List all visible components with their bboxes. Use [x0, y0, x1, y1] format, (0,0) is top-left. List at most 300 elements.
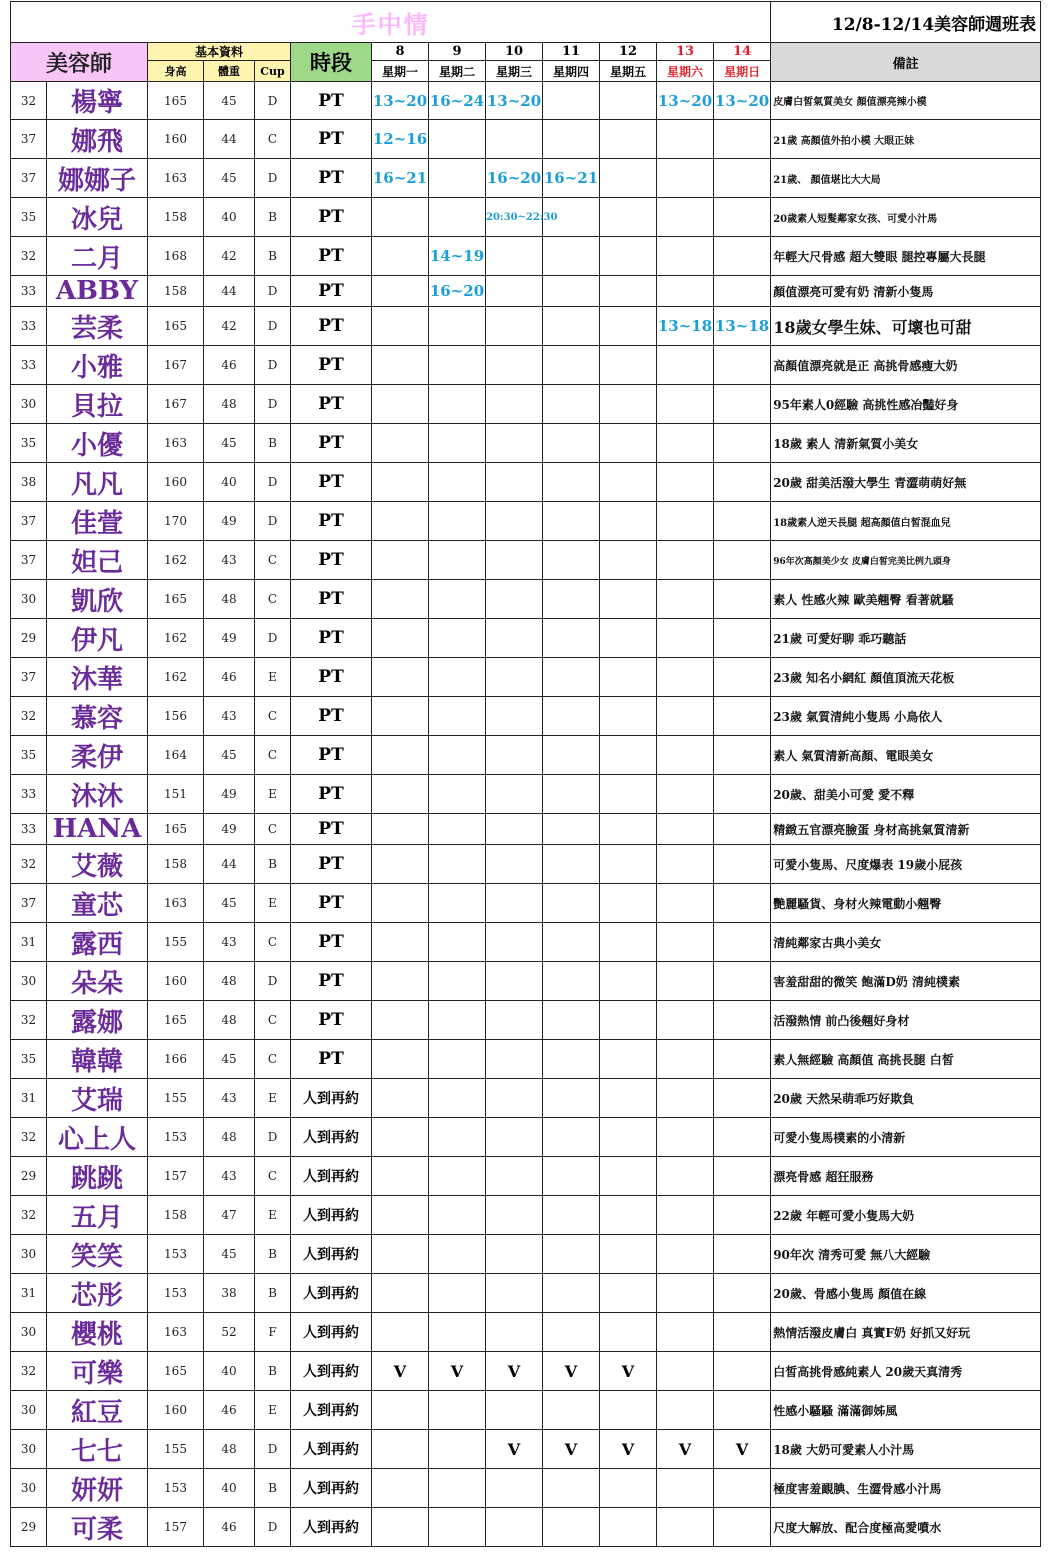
height-cell: 162	[148, 658, 204, 697]
day-cell	[600, 1313, 657, 1352]
day-cell	[543, 1235, 600, 1274]
day-cell	[372, 276, 429, 307]
day-cell	[600, 580, 657, 619]
cup-cell: D	[255, 619, 291, 658]
cup-cell: E	[255, 1391, 291, 1430]
day-cell	[486, 1508, 543, 1547]
header-cup: Cup	[255, 61, 291, 82]
day-cell	[486, 697, 543, 736]
name-cell: 楊寧	[47, 82, 148, 120]
day-cell	[486, 580, 543, 619]
day-cell	[429, 1274, 486, 1313]
height-cell: 163	[148, 159, 204, 198]
day-cell	[429, 884, 486, 923]
weight-cell: 46	[204, 658, 255, 697]
note-cell: 可愛小隻馬、尺度爆表 19歲小屁孩	[771, 845, 1041, 884]
header-date: 9	[429, 43, 486, 61]
day-cell	[714, 1352, 771, 1391]
day-cell	[372, 814, 429, 845]
table-row	[11, 697, 1041, 736]
table-row	[11, 541, 1041, 580]
cup-cell: C	[255, 580, 291, 619]
header-weekday: 星期六	[657, 61, 714, 82]
slot-cell: PT	[291, 385, 372, 424]
header-basic: 基本資料	[148, 43, 291, 61]
day-cell	[543, 1508, 600, 1547]
table-row	[11, 1352, 1041, 1391]
age-cell: 32	[11, 697, 47, 736]
note-cell: 23歲 氣質清純小隻馬 小鳥依人	[771, 697, 1041, 736]
weight-cell: 49	[204, 619, 255, 658]
name-cell: HANA	[47, 814, 148, 845]
day-cell	[486, 1235, 543, 1274]
weight-cell: 43	[204, 923, 255, 962]
cup-cell: B	[255, 1352, 291, 1391]
age-cell: 30	[11, 580, 47, 619]
slot-cell: 人到再約	[291, 1118, 372, 1157]
day-cell	[600, 1235, 657, 1274]
day-cell	[429, 697, 486, 736]
day-cell	[429, 1196, 486, 1235]
day-cell	[429, 814, 486, 845]
note-cell: 95年素人0經驗 高挑性感冶豔好身	[771, 385, 1041, 424]
note-cell: 精緻五官漂亮臉蛋 身材高挑氣質清新	[771, 814, 1041, 845]
day-cell	[372, 385, 429, 424]
day-cell	[486, 1157, 543, 1196]
age-cell: 32	[11, 1352, 47, 1391]
name-cell: 露娜	[47, 1001, 148, 1040]
name-cell: 艾薇	[47, 845, 148, 884]
name-cell: 娜飛	[47, 120, 148, 159]
note-cell: 清純鄰家古典小美女	[771, 923, 1041, 962]
day-cell	[372, 658, 429, 697]
day-cell	[600, 814, 657, 845]
weight-cell: 43	[204, 1157, 255, 1196]
slot-cell: 人到再約	[291, 1196, 372, 1235]
day-cell	[714, 845, 771, 884]
name-cell: 紅豆	[47, 1391, 148, 1430]
slot-cell: 人到再約	[291, 1235, 372, 1274]
height-cell: 155	[148, 923, 204, 962]
day-cell	[657, 463, 714, 502]
day-cell	[486, 424, 543, 463]
page-title: 手中情	[11, 2, 771, 43]
age-cell: 32	[11, 82, 47, 120]
slot-cell: 人到再約	[291, 1313, 372, 1352]
cup-cell: D	[255, 385, 291, 424]
day-cell	[657, 1508, 714, 1547]
day-cell	[714, 1118, 771, 1157]
day-cell	[657, 159, 714, 198]
weight-cell: 45	[204, 159, 255, 198]
note-cell: 22歲 年輕可愛小隻馬大奶	[771, 1196, 1041, 1235]
day-cell	[486, 1079, 543, 1118]
height-cell: 165	[148, 580, 204, 619]
day-cell	[600, 463, 657, 502]
weight-cell: 43	[204, 697, 255, 736]
cup-cell: D	[255, 1118, 291, 1157]
day-cell	[600, 845, 657, 884]
weight-cell: 40	[204, 198, 255, 237]
slot-cell: PT	[291, 120, 372, 159]
day-cell	[429, 307, 486, 346]
day-cell	[429, 541, 486, 580]
day-cell	[600, 541, 657, 580]
day-cell	[543, 923, 600, 962]
table-row	[11, 307, 1041, 346]
day-cell	[543, 424, 600, 463]
day-cell	[657, 1469, 714, 1508]
table-row	[11, 1040, 1041, 1079]
note-cell: 白皙高挑骨感純素人 20歲天真清秀	[771, 1352, 1041, 1391]
day-cell	[543, 736, 600, 775]
day-cell	[486, 1469, 543, 1508]
day-cell	[372, 1118, 429, 1157]
age-cell: 32	[11, 237, 47, 276]
day-cell	[486, 1001, 543, 1040]
slot-cell: 人到再約	[291, 1274, 372, 1313]
weight-cell: 43	[204, 1079, 255, 1118]
name-cell: 可柔	[47, 1508, 148, 1547]
weight-cell: 44	[204, 120, 255, 159]
day-cell	[372, 962, 429, 1001]
cup-cell: D	[255, 962, 291, 1001]
day-cell	[372, 923, 429, 962]
day-cell	[714, 1001, 771, 1040]
day-cell	[486, 463, 543, 502]
name-cell: 心上人	[47, 1118, 148, 1157]
day-cell	[543, 619, 600, 658]
slot-cell: PT	[291, 1040, 372, 1079]
note-cell: 活潑熱情 前凸後翹好身材	[771, 1001, 1041, 1040]
age-cell: 30	[11, 1469, 47, 1508]
age-cell: 37	[11, 541, 47, 580]
day-cell	[657, 237, 714, 276]
day-cell	[657, 697, 714, 736]
slot-cell: PT	[291, 463, 372, 502]
cup-cell: E	[255, 775, 291, 814]
day-cell	[600, 1508, 657, 1547]
height-cell: 162	[148, 541, 204, 580]
slot-cell: 人到再約	[291, 1157, 372, 1196]
day-cell	[486, 120, 543, 159]
day-cell	[657, 962, 714, 1001]
day-cell	[657, 1196, 714, 1235]
day-cell	[429, 424, 486, 463]
name-cell: 柔伊	[47, 736, 148, 775]
day-cell	[486, 736, 543, 775]
day-cell	[486, 814, 543, 845]
day-cell	[600, 1001, 657, 1040]
day-cell	[543, 346, 600, 385]
header-weight: 體重	[204, 61, 255, 82]
note-cell: 18歲素人逆天長腿 超高顏值白皙混血兒	[771, 502, 1041, 541]
cup-cell: C	[255, 120, 291, 159]
day-cell	[714, 1313, 771, 1352]
day-cell	[429, 1391, 486, 1430]
age-cell: 37	[11, 884, 47, 923]
day-cell	[543, 775, 600, 814]
note-cell: 18歲 大奶可愛素人小汁馬	[771, 1430, 1041, 1469]
day-cell	[429, 1001, 486, 1040]
day-cell	[657, 198, 714, 237]
weight-cell: 40	[204, 463, 255, 502]
cup-cell: C	[255, 923, 291, 962]
day-cell: 16~20	[486, 159, 543, 198]
name-cell: 可樂	[47, 1352, 148, 1391]
cup-cell: B	[255, 1235, 291, 1274]
day-cell	[600, 1079, 657, 1118]
day-cell	[429, 385, 486, 424]
day-cell	[543, 541, 600, 580]
height-cell: 160	[148, 962, 204, 1001]
day-cell	[600, 1469, 657, 1508]
name-cell: 冰兒	[47, 198, 148, 237]
name-cell: 小優	[47, 424, 148, 463]
age-cell: 33	[11, 307, 47, 346]
day-cell	[543, 1313, 600, 1352]
day-cell	[429, 775, 486, 814]
slot-cell: PT	[291, 775, 372, 814]
day-cell: 13~18	[714, 307, 771, 346]
weight-cell: 45	[204, 884, 255, 923]
day-cell	[600, 120, 657, 159]
note-cell: 尺度大解放、配合度極高愛噴水	[771, 1508, 1041, 1547]
name-cell: 櫻桃	[47, 1313, 148, 1352]
age-cell: 37	[11, 120, 47, 159]
note-cell: 18歲女學生妹、可壞也可甜	[771, 307, 1041, 346]
day-cell	[600, 884, 657, 923]
weight-cell: 48	[204, 962, 255, 1001]
table-row	[11, 1157, 1041, 1196]
age-cell: 37	[11, 658, 47, 697]
day-cell	[486, 884, 543, 923]
table-row	[11, 159, 1041, 198]
table-row	[11, 1508, 1041, 1547]
day-cell	[486, 923, 543, 962]
day-cell	[372, 1508, 429, 1547]
note-cell: 20歲、骨感小隻馬 顏值在線	[771, 1274, 1041, 1313]
height-cell: 165	[148, 82, 204, 120]
day-cell: V	[600, 1352, 657, 1391]
day-cell	[657, 736, 714, 775]
cup-cell: D	[255, 463, 291, 502]
table-row	[11, 385, 1041, 424]
slot-cell: 人到再約	[291, 1391, 372, 1430]
day-cell	[543, 580, 600, 619]
day-cell	[714, 385, 771, 424]
day-cell	[429, 1040, 486, 1079]
day-cell	[372, 1391, 429, 1430]
note-cell: 21歲 可愛好聊 乖巧聽話	[771, 619, 1041, 658]
table-row	[11, 463, 1041, 502]
day-cell	[429, 619, 486, 658]
name-cell: 慕容	[47, 697, 148, 736]
weight-cell: 47	[204, 1196, 255, 1235]
cup-cell: E	[255, 1196, 291, 1235]
slot-cell: PT	[291, 697, 372, 736]
day-cell	[657, 1235, 714, 1274]
weight-cell: 46	[204, 1508, 255, 1547]
day-cell: V	[600, 1430, 657, 1469]
day-cell: V	[543, 1352, 600, 1391]
day-cell	[714, 541, 771, 580]
age-cell: 29	[11, 1157, 47, 1196]
day-cell	[600, 1157, 657, 1196]
day-cell	[600, 923, 657, 962]
table-row	[11, 346, 1041, 385]
day-cell	[486, 962, 543, 1001]
day-cell	[714, 237, 771, 276]
height-cell: 163	[148, 424, 204, 463]
header-name: 美容師	[11, 43, 148, 82]
day-cell: V	[657, 1430, 714, 1469]
note-cell: 18歲 素人 清新氣質小美女	[771, 424, 1041, 463]
day-cell: 16~21	[372, 159, 429, 198]
day-cell	[486, 845, 543, 884]
slot-cell: 人到再約	[291, 1469, 372, 1508]
age-cell: 30	[11, 1313, 47, 1352]
height-cell: 170	[148, 502, 204, 541]
day-cell	[657, 276, 714, 307]
day-cell	[486, 237, 543, 276]
day-cell	[372, 424, 429, 463]
height-cell: 158	[148, 1196, 204, 1235]
table-row	[11, 580, 1041, 619]
table-row	[11, 424, 1041, 463]
day-cell	[372, 307, 429, 346]
day-cell	[486, 1118, 543, 1157]
cup-cell: C	[255, 1157, 291, 1196]
age-cell: 30	[11, 962, 47, 1001]
day-cell	[714, 1391, 771, 1430]
height-cell: 163	[148, 1313, 204, 1352]
age-cell: 35	[11, 736, 47, 775]
day-cell	[657, 1274, 714, 1313]
height-cell: 165	[148, 307, 204, 346]
header-date: 11	[543, 43, 600, 61]
age-cell: 29	[11, 619, 47, 658]
day-cell	[372, 346, 429, 385]
slot-cell: PT	[291, 307, 372, 346]
weight-cell: 44	[204, 276, 255, 307]
name-cell: 沐沐	[47, 775, 148, 814]
cup-cell: B	[255, 1274, 291, 1313]
cup-cell: C	[255, 1001, 291, 1040]
day-cell	[486, 541, 543, 580]
day-cell	[486, 276, 543, 307]
slot-cell: 人到再約	[291, 1430, 372, 1469]
day-cell	[657, 1118, 714, 1157]
day-cell	[714, 1040, 771, 1079]
name-cell: 韓韓	[47, 1040, 148, 1079]
cup-cell: D	[255, 307, 291, 346]
day-cell	[486, 775, 543, 814]
day-cell	[714, 1235, 771, 1274]
weight-cell: 42	[204, 307, 255, 346]
note-cell: 96年次高顏美少女 皮膚白皙完美比例九頭身	[771, 541, 1041, 580]
height-cell: 162	[148, 619, 204, 658]
day-cell	[600, 502, 657, 541]
height-cell: 157	[148, 1508, 204, 1547]
cup-cell: C	[255, 541, 291, 580]
table-row	[11, 237, 1041, 276]
header-date: 10	[486, 43, 543, 61]
weight-cell: 49	[204, 814, 255, 845]
weight-cell: 48	[204, 1430, 255, 1469]
name-cell: 佳萱	[47, 502, 148, 541]
day-cell	[372, 1196, 429, 1235]
header-weekday: 星期日	[714, 61, 771, 82]
header-weekday: 星期一	[372, 61, 429, 82]
weight-cell: 44	[204, 845, 255, 884]
age-cell: 30	[11, 1391, 47, 1430]
day-cell	[543, 1391, 600, 1430]
table-row	[11, 1118, 1041, 1157]
day-cell: 14~19	[429, 237, 486, 276]
day-cell	[543, 1040, 600, 1079]
day-cell	[543, 276, 600, 307]
age-cell: 37	[11, 159, 47, 198]
slot-cell: PT	[291, 736, 372, 775]
header-date: 12	[600, 43, 657, 61]
height-cell: 158	[148, 276, 204, 307]
day-cell	[714, 1157, 771, 1196]
day-cell	[714, 346, 771, 385]
age-cell: 37	[11, 502, 47, 541]
cup-cell: D	[255, 82, 291, 120]
day-cell	[372, 697, 429, 736]
table-row	[11, 658, 1041, 697]
day-cell	[543, 1469, 600, 1508]
day-cell	[372, 884, 429, 923]
slot-cell: PT	[291, 658, 372, 697]
name-cell: 露西	[47, 923, 148, 962]
day-cell	[486, 385, 543, 424]
slot-cell: PT	[291, 276, 372, 307]
height-cell: 158	[148, 198, 204, 237]
height-cell: 155	[148, 1430, 204, 1469]
day-cell	[714, 1196, 771, 1235]
day-cell	[543, 1001, 600, 1040]
height-cell: 160	[148, 1391, 204, 1430]
weight-cell: 48	[204, 385, 255, 424]
weight-cell: 40	[204, 1469, 255, 1508]
name-cell: 芯彤	[47, 1274, 148, 1313]
day-cell	[486, 1040, 543, 1079]
header-date: 13	[657, 43, 714, 61]
header-weekday: 星期二	[429, 61, 486, 82]
day-cell	[714, 1274, 771, 1313]
height-cell: 167	[148, 385, 204, 424]
note-cell: 熱情活潑皮膚白 真實F奶 好抓又好玩	[771, 1313, 1041, 1352]
note-cell: 21歲 高顏值外拍小模 大眼正妹	[771, 120, 1041, 159]
table-row	[11, 120, 1041, 159]
header-weekday: 星期三	[486, 61, 543, 82]
day-cell	[372, 237, 429, 276]
age-cell: 33	[11, 276, 47, 307]
note-cell: 20歲 甜美活潑大學生 青澀萌萌好無	[771, 463, 1041, 502]
day-cell	[429, 502, 486, 541]
day-cell	[372, 1079, 429, 1118]
day-cell: 16~24	[429, 82, 486, 120]
day-cell: V	[714, 1430, 771, 1469]
cup-cell: E	[255, 1079, 291, 1118]
name-cell: 小雅	[47, 346, 148, 385]
day-cell	[714, 736, 771, 775]
note-cell: 漂亮骨感 超狂服務	[771, 1157, 1041, 1196]
day-cell	[372, 1469, 429, 1508]
